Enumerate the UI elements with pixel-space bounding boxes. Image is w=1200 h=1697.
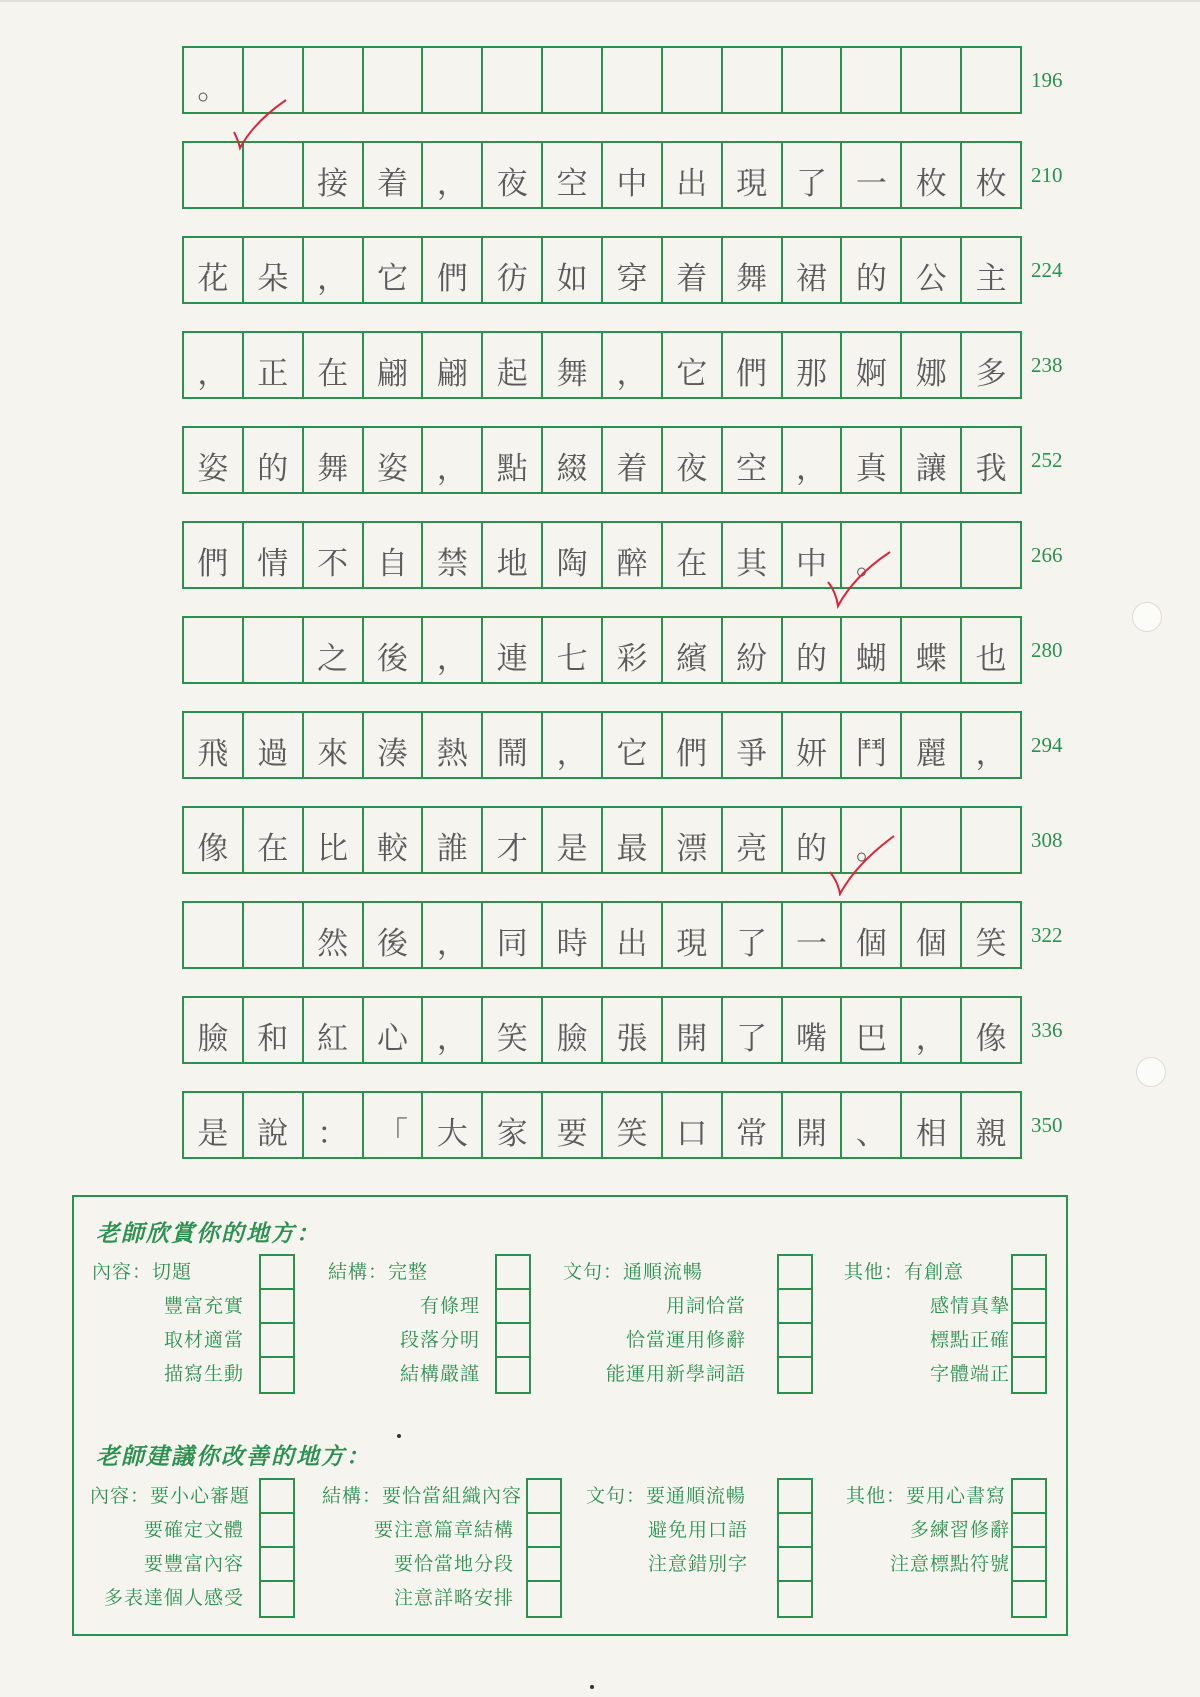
grid-cell: 現	[663, 903, 723, 967]
grid-cell: 們	[723, 333, 783, 397]
grid-cell: 們	[184, 523, 244, 587]
grid-cell: 夜	[483, 143, 543, 207]
grid-cell	[483, 48, 543, 112]
stray-dot	[590, 1685, 594, 1689]
improve-structure-item: 注意詳略安排	[393, 1587, 514, 1609]
improve-structure-label: 結構：要恰當組織內容	[322, 1485, 523, 1507]
grid-cell: 鬥	[842, 713, 902, 777]
grid-cell: 鬧	[483, 713, 543, 777]
grid-cell: 的	[842, 238, 902, 302]
grid-cell: 多	[975, 356, 1007, 392]
grid-cell: 我	[975, 451, 1007, 487]
grid-cell: 醉	[603, 523, 663, 587]
grid-cell: 。	[842, 523, 902, 587]
grid-cell: 們	[423, 238, 483, 302]
grid-row	[182, 521, 1022, 589]
character-count: 196	[1031, 68, 1063, 92]
grid-cell: 開	[663, 998, 723, 1062]
grid-cell: 像	[975, 1021, 1007, 1057]
red-check-mark	[824, 548, 894, 610]
grid-cell: 在	[304, 333, 364, 397]
grid-cell: 一	[783, 903, 843, 967]
grid-cell: 讓	[902, 428, 962, 492]
grid-cell: 爭	[723, 713, 783, 777]
grid-cell: 花	[184, 238, 244, 302]
grid-cell: ，	[423, 618, 483, 682]
grid-cell: 接	[304, 143, 364, 207]
red-check-mark	[826, 832, 898, 896]
character-count: 280	[1031, 638, 1063, 662]
grid-cell: 相	[902, 1093, 962, 1157]
grid-cell: 翩	[423, 333, 483, 397]
grid-row	[182, 426, 1022, 494]
character-count: 210	[1031, 163, 1063, 187]
grid-cell: 說	[244, 1093, 304, 1157]
appreciate-other-label: 其他：有創意	[844, 1261, 965, 1283]
improve-other-item: 注意標點符號	[889, 1553, 1010, 1575]
grid-cell	[902, 808, 962, 872]
improve-sentence-item: 注意錯別字	[647, 1553, 748, 1575]
grid-cell: ，	[603, 333, 663, 397]
grid-cell: ，	[423, 998, 483, 1062]
grid-cell: 開	[783, 1093, 843, 1157]
grid-row	[182, 46, 1022, 114]
grid-cell: 嘴	[783, 998, 843, 1062]
grid-row	[182, 616, 1022, 684]
grid-cell	[543, 48, 603, 112]
grid-cell: 出	[603, 903, 663, 967]
grid-cell	[184, 618, 244, 682]
grid-cell	[184, 903, 244, 967]
improve-structure-item: 要恰當地分段	[393, 1553, 514, 1575]
grid-cell: 們	[663, 713, 723, 777]
grid-cell: 着	[663, 238, 723, 302]
grid-cell: 舞	[304, 428, 364, 492]
grid-cell	[783, 48, 843, 112]
improve-content-label: 內容：要小心審題	[90, 1485, 251, 1507]
grid-cell: 來	[304, 713, 364, 777]
grid-cell: 像	[184, 808, 244, 872]
grid-cell: 着	[364, 143, 424, 207]
improve-sentence-item: 避免用口語	[647, 1519, 748, 1541]
grid-cell: 是	[184, 1093, 244, 1157]
improve-other-item: 多練習修辭	[909, 1519, 1010, 1541]
grid-cell: 個	[902, 903, 962, 967]
grid-cell	[902, 523, 962, 587]
grid-cell	[244, 618, 304, 682]
improve-content-item: 要豐富內容	[143, 1553, 244, 1575]
grid-cell	[603, 48, 663, 112]
grid-cell: 。	[842, 808, 902, 872]
grid-cell: 同	[483, 903, 543, 967]
grid-cell: 較	[364, 808, 424, 872]
grid-cell: 最	[603, 808, 663, 872]
grid-cell: 亮	[723, 808, 783, 872]
grid-cell	[364, 48, 424, 112]
grid-cell: 笑	[975, 926, 1007, 962]
character-count: 350	[1031, 1113, 1063, 1137]
grid-cell: 。	[184, 48, 244, 112]
grid-cell: 空	[543, 143, 603, 207]
appreciate-sentence-item: 能運用新學詞語	[605, 1363, 746, 1385]
grid-cell: 自	[364, 523, 424, 587]
grid-row	[182, 711, 1022, 779]
character-count: 266	[1031, 543, 1063, 567]
grid-cell: 笑	[483, 998, 543, 1062]
grid-row	[182, 996, 1022, 1064]
appreciate-other-item: 字體端正	[929, 1363, 1010, 1385]
appreciate-structure-checkboxes[interactable]	[495, 1254, 531, 1394]
character-count: 252	[1031, 448, 1063, 472]
character-count: 336	[1031, 1018, 1063, 1042]
grid-cell: 了	[723, 903, 783, 967]
grid-cell: 過	[244, 713, 304, 777]
grid-cell: 也	[975, 641, 1007, 677]
grid-cell: 姿	[184, 428, 244, 492]
grid-cell: 紅	[304, 998, 364, 1062]
grid-cell	[663, 48, 723, 112]
grid-row	[182, 1091, 1022, 1159]
grid-cell: 熱	[423, 713, 483, 777]
grid-cell: ，	[423, 428, 483, 492]
grid-cell: 蝴	[842, 618, 902, 682]
grid-cell: 紛	[723, 618, 783, 682]
appreciate-content-item: 取材適當	[163, 1329, 244, 1351]
grid-cell: ，	[423, 143, 483, 207]
red-check-mark	[228, 96, 290, 154]
grid-cell: 比	[304, 808, 364, 872]
punch-hole-upper	[1132, 602, 1162, 632]
grid-cell: 臉	[184, 998, 244, 1062]
improve-content-item: 多表達個人感受	[103, 1587, 244, 1609]
grid-cell: 繽	[663, 618, 723, 682]
grid-cell: 正	[244, 333, 304, 397]
grid-row	[182, 901, 1022, 969]
grid-cell: 和	[244, 998, 304, 1062]
improve-sentence-checkboxes[interactable]	[777, 1478, 813, 1618]
grid-cell: 個	[842, 903, 902, 967]
grid-cell: 蝶	[902, 618, 962, 682]
appreciate-content-checkboxes[interactable]	[259, 1254, 295, 1394]
character-count: 224	[1031, 258, 1063, 282]
grid-row	[182, 141, 1022, 209]
grid-cell	[962, 808, 1020, 872]
grid-cell: 的	[783, 618, 843, 682]
appreciate-structure-item: 結構嚴謹	[399, 1363, 480, 1385]
grid-cell: 它	[603, 713, 663, 777]
grid-cell: 中	[603, 143, 663, 207]
grid-cell: 「	[364, 1093, 424, 1157]
teacher-feedback-box	[72, 1195, 1068, 1636]
grid-cell: 口	[663, 1093, 723, 1157]
grid-cell: 不	[304, 523, 364, 587]
grid-cell: 真	[842, 428, 902, 492]
grid-cell: 它	[663, 333, 723, 397]
grid-cell: 翩	[364, 333, 424, 397]
grid-cell: 七	[543, 618, 603, 682]
improve-other-label: 其他：要用心書寫	[846, 1485, 1007, 1507]
grid-cell: 在	[244, 808, 304, 872]
grid-cell: 穿	[603, 238, 663, 302]
grid-cell: 彩	[603, 618, 663, 682]
grid-cell: 裙	[783, 238, 843, 302]
grid-cell: 是	[543, 808, 603, 872]
grid-cell: 漂	[663, 808, 723, 872]
grid-cell: 的	[783, 808, 843, 872]
grid-cell: 麗	[902, 713, 962, 777]
grid-cell: 、	[842, 1093, 902, 1157]
grid-cell: 舞	[723, 238, 783, 302]
grid-cell: 的	[244, 428, 304, 492]
grid-cell: 連	[483, 618, 543, 682]
grid-cell	[304, 48, 364, 112]
grid-cell: 才	[483, 808, 543, 872]
appreciate-sentence-item: 用詞恰當	[665, 1295, 746, 1317]
grid-cell: 要	[543, 1093, 603, 1157]
punch-hole-lower	[1136, 1057, 1166, 1087]
grid-row	[182, 236, 1022, 304]
grid-cell	[962, 48, 1020, 112]
grid-cell: ，	[423, 903, 483, 967]
grid-cell: 陶	[543, 523, 603, 587]
appreciate-title: 老師欣賞你的地方：	[96, 1220, 321, 1247]
appreciate-other-item: 感情真摯	[929, 1295, 1010, 1317]
appreciate-content-label: 內容：切題	[92, 1261, 193, 1283]
grid-cell: 臉	[543, 998, 603, 1062]
grid-cell: 家	[483, 1093, 543, 1157]
grid-cell: 着	[603, 428, 663, 492]
grid-cell: 枚	[902, 143, 962, 207]
grid-cell: 公	[902, 238, 962, 302]
grid-cell: 飛	[184, 713, 244, 777]
grid-cell: 姿	[364, 428, 424, 492]
grid-cell: 彷	[483, 238, 543, 302]
grid-cell: 朵	[244, 238, 304, 302]
grid-cell: 巴	[842, 998, 902, 1062]
improve-structure-checkboxes[interactable]	[526, 1478, 562, 1618]
grid-cell: 笑	[603, 1093, 663, 1157]
grid-cell	[723, 48, 783, 112]
grid-cell: 現	[723, 143, 783, 207]
improve-sentence-label: 文句：要通順流暢	[586, 1485, 747, 1507]
appreciate-structure-label: 結構：完整	[328, 1261, 429, 1283]
grid-cell: 地	[483, 523, 543, 587]
grid-cell: 後	[364, 903, 424, 967]
improve-content-item: 要確定文體	[143, 1519, 244, 1541]
grid-cell	[902, 48, 962, 112]
grid-cell: 中	[783, 523, 843, 587]
grid-cell: 在	[663, 523, 723, 587]
grid-cell: 親	[975, 1116, 1007, 1152]
grid-cell: 婀	[842, 333, 902, 397]
grid-cell: 空	[723, 428, 783, 492]
grid-cell: 之	[304, 618, 364, 682]
stray-dot	[397, 1434, 401, 1438]
grid-cell: ，	[783, 428, 843, 492]
grid-cell: 綴	[543, 428, 603, 492]
grid-cell: 主	[975, 261, 1007, 297]
grid-cell: 大	[423, 1093, 483, 1157]
improve-other-checkboxes[interactable]	[1011, 1478, 1047, 1618]
grid-cell: 了	[783, 143, 843, 207]
character-count: 322	[1031, 923, 1063, 947]
grid-cell: 禁	[423, 523, 483, 587]
grid-cell: 枚	[975, 166, 1007, 202]
appreciate-other-item: 標點正確	[929, 1329, 1010, 1351]
grid-cell: ：	[304, 1093, 364, 1157]
grid-cell: ，	[543, 713, 603, 777]
grid-row	[182, 331, 1022, 399]
grid-cell: 誰	[423, 808, 483, 872]
character-count: 294	[1031, 733, 1063, 757]
grid-cell: ，	[902, 998, 962, 1062]
grid-cell: 它	[364, 238, 424, 302]
appreciate-content-item: 豐富充實	[163, 1295, 244, 1317]
grid-cell: 娜	[902, 333, 962, 397]
grid-cell: ，	[184, 333, 244, 397]
grid-cell: 點	[483, 428, 543, 492]
grid-cell: ，	[975, 736, 1007, 772]
grid-cell	[423, 48, 483, 112]
appreciate-content-item: 描寫生動	[163, 1363, 244, 1385]
grid-cell: 然	[304, 903, 364, 967]
appreciate-structure-item: 有條理	[419, 1295, 480, 1317]
grid-cell	[962, 523, 1020, 587]
grid-cell: 起	[483, 333, 543, 397]
grid-cell: 舞	[543, 333, 603, 397]
appreciate-sentence-label: 文句：通順流暢	[563, 1261, 704, 1283]
appreciate-sentence-checkboxes[interactable]	[777, 1254, 813, 1394]
grid-cell: 常	[723, 1093, 783, 1157]
appreciate-other-checkboxes[interactable]	[1011, 1254, 1047, 1394]
grid-cell: 後	[364, 618, 424, 682]
grid-cell	[842, 48, 902, 112]
grid-cell: 妍	[783, 713, 843, 777]
grid-cell: 出	[663, 143, 723, 207]
grid-cell: 一	[842, 143, 902, 207]
grid-cell: 時	[543, 903, 603, 967]
appreciate-sentence-item: 恰當運用修辭	[625, 1329, 746, 1351]
grid-cell: 情	[244, 523, 304, 587]
grid-cell: 了	[723, 998, 783, 1062]
character-count: 238	[1031, 353, 1063, 377]
grid-cell: 張	[603, 998, 663, 1062]
grid-cell: 那	[783, 333, 843, 397]
grid-cell: 心	[364, 998, 424, 1062]
grid-cell: 如	[543, 238, 603, 302]
grid-cell: 夜	[663, 428, 723, 492]
improve-content-checkboxes[interactable]	[259, 1478, 295, 1618]
improve-title: 老師建議你改善的地方：	[96, 1443, 371, 1470]
improve-structure-item: 要注意篇章結構	[373, 1519, 514, 1541]
grid-cell: 其	[723, 523, 783, 587]
appreciate-structure-item: 段落分明	[399, 1329, 480, 1351]
grid-cell: 湊	[364, 713, 424, 777]
character-count: 308	[1031, 828, 1063, 852]
grid-cell: ，	[304, 238, 364, 302]
grid-cell	[244, 903, 304, 967]
